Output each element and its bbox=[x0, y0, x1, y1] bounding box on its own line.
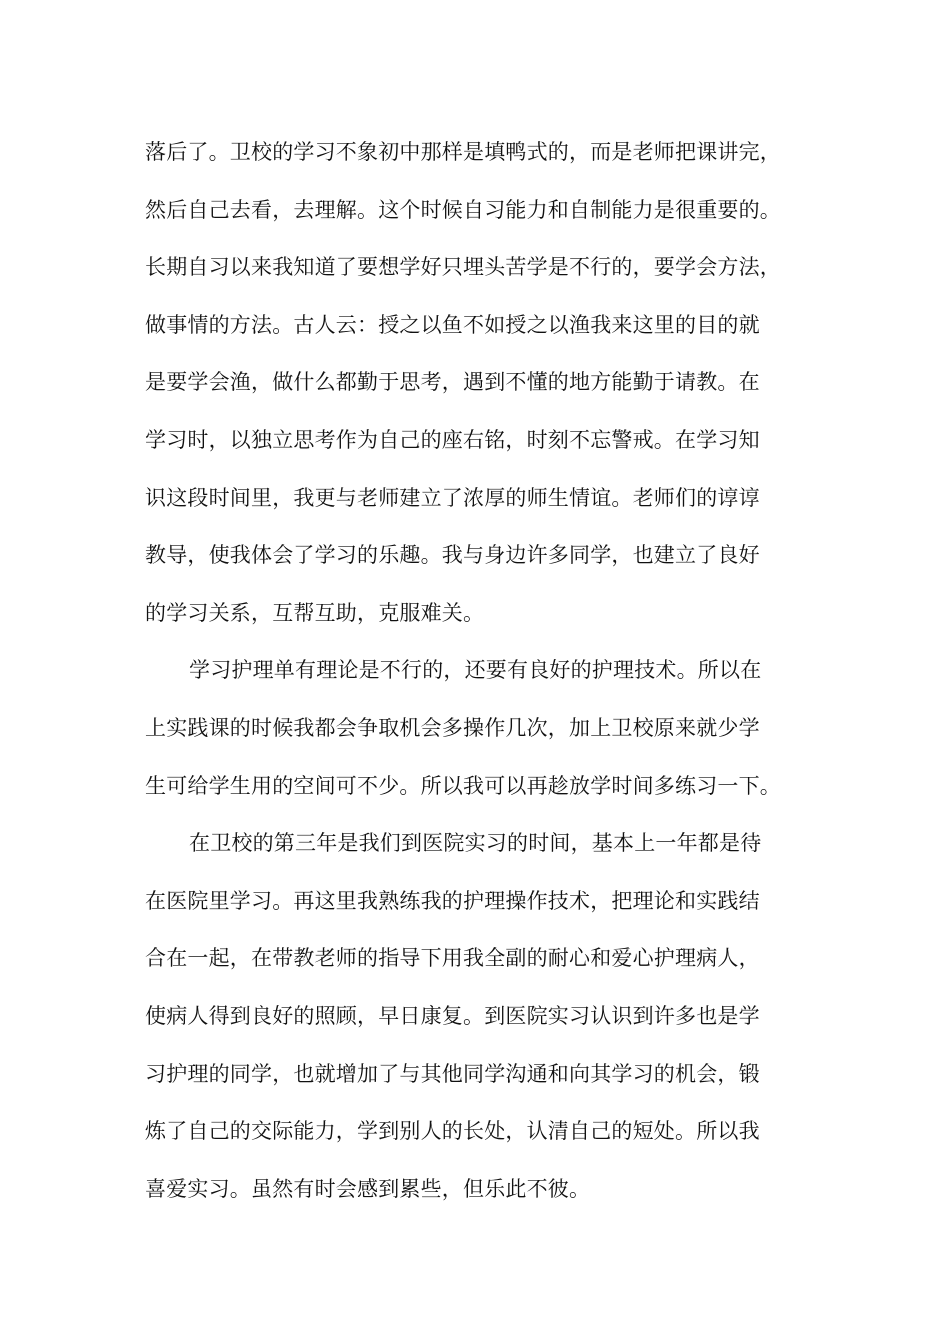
paragraph-start-line: 学习护理单有理论是不行的，还要有良好的护理技术。所以在 bbox=[189, 658, 762, 683]
text-line: 喜爱实习。虽然有时会感到累些，但乐此不彼。 bbox=[145, 1176, 591, 1201]
text-line: 使病人得到良好的照顾，早日康复。到医院实习认识到许多也是学 bbox=[145, 1003, 760, 1028]
body-text bbox=[145, 124, 825, 1218]
text-line: 在医院里学习。再这里我熟练我的护理操作技术，把理论和实践结 bbox=[145, 888, 760, 913]
text-line: 然后自己去看，去理解。这个时候自习能力和自制能力是很重要的。 bbox=[145, 197, 781, 222]
text-line: 落后了。卫校的学习不象初中那样是填鸭式的，而是老师把课讲完， bbox=[145, 140, 781, 164]
text-line: 长期自习以来我知道了要想学好只埋头苦学是不行的，要学会方法， bbox=[145, 255, 781, 280]
text-line: 生可给学生用的空间可不少。所以我可以再趁放学时间多练习一下。 bbox=[145, 773, 781, 798]
text-line: 做事情的方法。古人云：授之以鱼不如授之以渔我来这里的目的就 bbox=[145, 312, 760, 337]
text-line: 上实践课的时候我都会争取机会多操作几次，加上卫校原来就少学 bbox=[145, 715, 760, 740]
text-line: 识这段时间里，我更与老师建立了浓厚的师生情谊。老师们的谆谆 bbox=[145, 485, 760, 510]
text-line: 的学习关系，互帮互助，克服难关。 bbox=[145, 600, 485, 625]
paragraph-start-line: 在卫校的第三年是我们到医院实习的时间，基本上一年都是待 bbox=[189, 831, 762, 856]
text-line: 是要学会渔，做什么都勤于思考，遇到不懂的地方能勤于请教。在 bbox=[145, 370, 760, 395]
text-line: 习护理的同学，也就增加了与其他同学沟通和向其学习的机会，锻 bbox=[145, 1061, 760, 1086]
text-line: 合在一起，在带教老师的指导下用我全副的耐心和爱心护理病人， bbox=[145, 946, 760, 971]
text-line: 教导，使我体会了学习的乐趣。我与身边许多同学，也建立了良好 bbox=[145, 543, 760, 568]
text-line: 炼了自己的交际能力，学到别人的长处，认清自己的短处。所以我 bbox=[145, 1119, 760, 1144]
text-line: 学习时，以独立思考作为自己的座右铭，时刻不忘警戒。在学习知 bbox=[145, 427, 760, 452]
